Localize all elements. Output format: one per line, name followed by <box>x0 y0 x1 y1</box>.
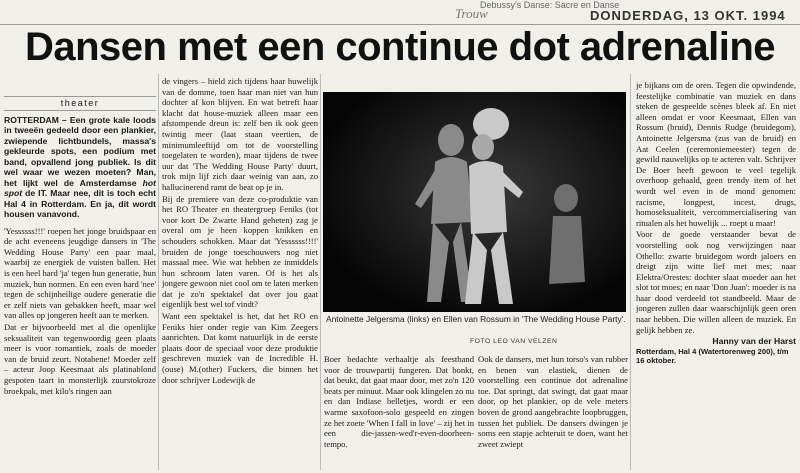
newspaper-masthead <box>0 0 800 25</box>
dancers-photo-illustration <box>323 92 626 312</box>
body-paragraph: Ook de dansers, met hun torso's van rubber en benen van elastiek, dienen de voorstelling een continue dot adrenaline toe. Dat springt, dat swingt, dat gaat maar door, op het plankier, op de vele meters boven de grond aangebrachte loopbruggen, tussen het publiek. De dansers dwingen je soms een stapje achteruit te doen, want het zweet zwiept <box>478 354 628 449</box>
body-paragraph: Bij de premiere van deze co-produktie van het RO Theater en theatergroep Feniks (tot voor kort De Zwarte Hand geheten) zag je overal om je heen koppen knikken en schouders schokken. Maar dat 'Yessssss!!!!' bruiden de jonge toeschouwers nog niet massaal mee. Wie wat hebben ze inmiddels hun schroom laten varen. Of is het als jongere gewoon niet cool om te laten merken dat je zo'n spektakel dat over jou gaat eigenlijk best wel tof vindt? <box>162 193 318 310</box>
intro-emphasis: hot spot <box>4 177 156 199</box>
photo-credit: FOTO LEO VAN VELZEN <box>470 338 558 345</box>
intro-text-b: de IT. Maar nee, dit is toch echt Hal 4 in Rotterdam. En ja, dit wordt housen vanavond. <box>4 188 156 220</box>
body-paragraph: Dat er bijvoorbeeld met al die openlijke seksualiteit van tegenwoordig geen plaats meer is voor romantiek, zoals de moeder van de bruid zeurt. Notabene! Moeder zelf – acteur Joop Keesmaat als platinablond gespoten taart in monsterlijk zuurstokroze broekpak, met kilo's ringen aan <box>4 321 156 396</box>
body-paragraph: je bijkans om de oren. Tegen die opwindende, feestelijke combinatie van muziek en dans steken de gespeelde scènes bleek af. En niet alleen omdat er voor Keesmaat, Ellen van Rossum (bruid), Dennis Rudge (bruidegom), Antoinette Jelgersma (zus van de bruid) en Aat Ceelen (ceremoniemeester) tegen de gewild nauwelijks op te acteren valt. Schrijver De Boer heeft gewoon te veel tegelijk overhoop gehaald, geen trendy item of het wordt wel even in de mond genomen: racisme, longpest, incest, drugs, homoseksualiteit, vercommercialisering van ritualen als het huwelijk ... roept u maar! <box>636 80 796 228</box>
body-paragraph: Voor de goede verstaander bevat de voorstelling ook nog verwijzingen naar Othello: zwarte bruidegom wordt jaloers en dreigt zijn witte lief met mes; naar Elektra/Orestes: dochter slaat moeder aan het slot tot moes; en naar 'Don Juan': moeder is na haar dood verdeeld tot standbeeld. Maar de jongeren zullen daar waarschijnlijk geen oren naar hebben. Die willen alleen de muziek. En gelijk hebben ze. <box>636 229 796 335</box>
author-signature: Hanny van der Harst <box>712 336 796 347</box>
photo-caption: Antoinette Jelgersma (links) en Ellen van Rossum in 'The Wedding House Party'. <box>326 314 626 324</box>
body-paragraph: Boer bedachte verhaaltje als feestband voor de trouwpartij fungeren. Dat bonkt, dat beukt, dat gaat maar door, met zo'n 120 beats per minuut. Maar ook klingelen zo nu en dan Indiase belletjes, wordt er een warme saxofoon-solo gespeeld en zingen ze het zoete 'When I fall in love' – zij het in een die-jassen-wed'r-even-doorheen-tempo. <box>324 354 474 449</box>
section-rubric: theater <box>4 96 156 111</box>
article-headline: Dansen met een continue dot adrenaline <box>24 25 776 69</box>
intro-text-a: ROTTERDAM – Een grote kale loods in tweeën gedeeld door een plankier, zwiepende lichtbundels, massa's gekleurde spots, een podium met band, opvallend jong publiek. Is dit wel waar we wezen moeten? Man, het lijkt wel de Amsterdamse <box>4 114 156 188</box>
performance-info: Rotterdam, Hal 4 (Watertorenweg 200), t/m 16 oktober. <box>636 346 789 365</box>
column-rule <box>630 74 631 470</box>
article-column-2 <box>162 76 318 471</box>
masthead-top-strip: Debussy's Danse: Sacre en Danse <box>480 0 620 10</box>
column-rule <box>320 74 321 470</box>
article-column-3 <box>324 354 474 472</box>
article-column-4 <box>478 354 628 472</box>
performance-photo <box>323 92 626 312</box>
body-paragraph: 'Yessssss!!!' roepen het jonge bruidspaar en de acht eveneens jeugdige dansers in 'The Wedding House Party' een paar maal, waarbij ze energiek de vuisten ballen. Het is een heel hard 'ja' tegen hun generatie, hun muziek, hun normen. En een even hard 'nee' tegen de schijnheilige oudere generatie die er zelf niets van gebakken heeft, maar wel van alles op jongeren heeft aan te merken. <box>4 225 156 321</box>
newspaper-stamp: Trouw <box>455 6 488 21</box>
issue-date: DONDERDAG, 13 OKT. 1994 <box>590 8 786 23</box>
body-paragraph: de vingers – hield zich tijdens haar huwelijk van de domme, toen haar man niet van hun dochter af kon blijven. En wat betreft haar klacht dat house-muziek alleen maar een afstompende dreun is: zelf ben ik ook geen twintig meer (laat staan veertien, de minimumleeftijd om tot de voorstelling toegelaten te worden), maar tijdens de twee uur dat 'The Wedding House Party' duurt, trok mijn lijf zich daar weinig van aan, zo hallucinerend ramt de beat op je in. <box>162 76 318 192</box>
body-paragraph: Want een spektakel is het, dat het RO en Feniks hier onder regie van Kim Zeegers aanrichten. Dat komt natuurlijk in de eerste plaats door de speciaal voor deze produktie geschreven muziek van de Incredible H.(ouse) M.(other) Fuckers, die binnen het door schrijver Lodewijk de <box>162 311 318 385</box>
article-column-1 <box>4 96 156 471</box>
article-intro <box>4 115 156 220</box>
article-column-5 <box>636 80 796 472</box>
column-rule <box>158 74 159 470</box>
